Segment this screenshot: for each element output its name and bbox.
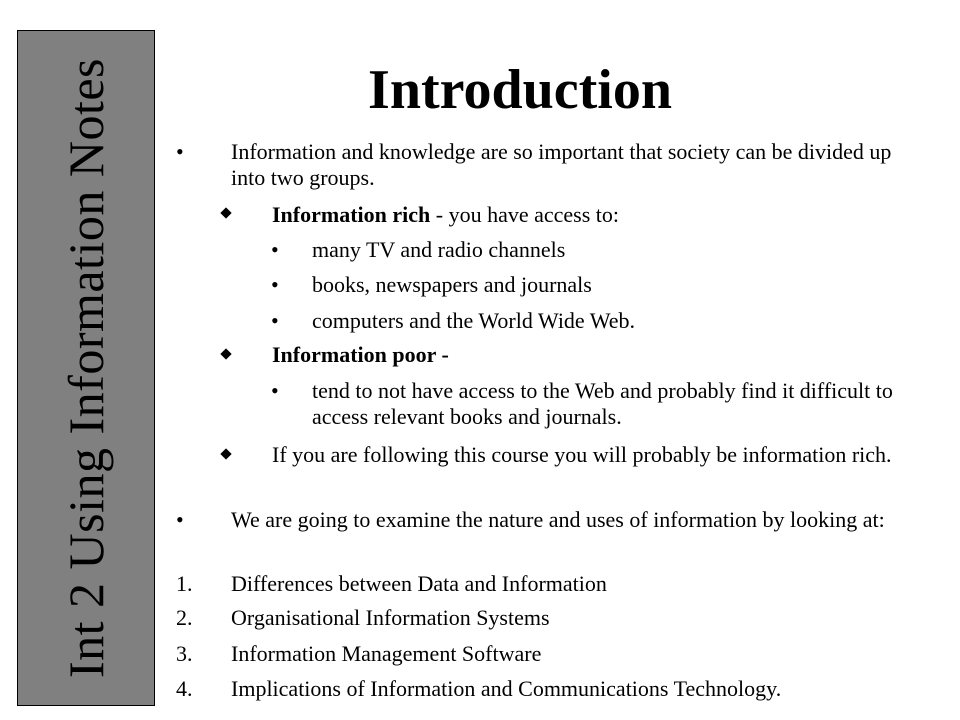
bullet-marker: • xyxy=(271,237,279,262)
bullet-marker: • xyxy=(271,378,279,403)
list-item: Information Management Software xyxy=(231,641,542,666)
subbullet-course-note: If you are following this course you will probably be information rich. xyxy=(272,442,892,467)
rich-item: many TV and radio channels xyxy=(312,237,566,262)
slide-title: Introduction xyxy=(368,59,672,121)
diamond-bullet-icon xyxy=(220,348,231,359)
bullet-examine-information: We are going to examine the nature and uses of information by looking at: xyxy=(231,507,885,532)
diamond-bullet-icon xyxy=(220,448,231,459)
sidebar-banner xyxy=(17,30,155,706)
subbullet-information-poor: Information poor - xyxy=(272,342,449,367)
list-number: 1. xyxy=(176,571,193,596)
sidebar-title: Int 2 Using Information Notes xyxy=(58,58,114,678)
bullet-marker: • xyxy=(176,507,184,532)
poor-item: tend to not have access to the Web and probably find it difficult to access relevant books and journals. xyxy=(312,378,893,429)
rich-item: computers and the World Wide Web. xyxy=(312,308,636,333)
list-number: 4. xyxy=(176,676,193,701)
list-item: Organisational Information Systems xyxy=(231,605,550,630)
subbullet-information-rich xyxy=(272,202,912,228)
information-rich-text: - you have access to: xyxy=(430,202,620,227)
bullet-marker: • xyxy=(271,308,279,333)
bullet-marker: • xyxy=(271,272,279,297)
rich-item: books, newspapers and journals xyxy=(312,272,592,297)
list-number: 3. xyxy=(176,641,193,666)
diamond-bullet-icon xyxy=(220,207,231,218)
information-rich-label: Information rich xyxy=(272,202,431,227)
list-item: Implications of Information and Communications Technology. xyxy=(231,676,782,701)
bullet-marker: • xyxy=(176,139,184,164)
list-item: Differences between Data and Information xyxy=(231,571,607,596)
bullet-society-groups: Information and knowledge are so important that society can be divided up into two groups. xyxy=(231,139,892,190)
list-number: 2. xyxy=(176,605,193,630)
